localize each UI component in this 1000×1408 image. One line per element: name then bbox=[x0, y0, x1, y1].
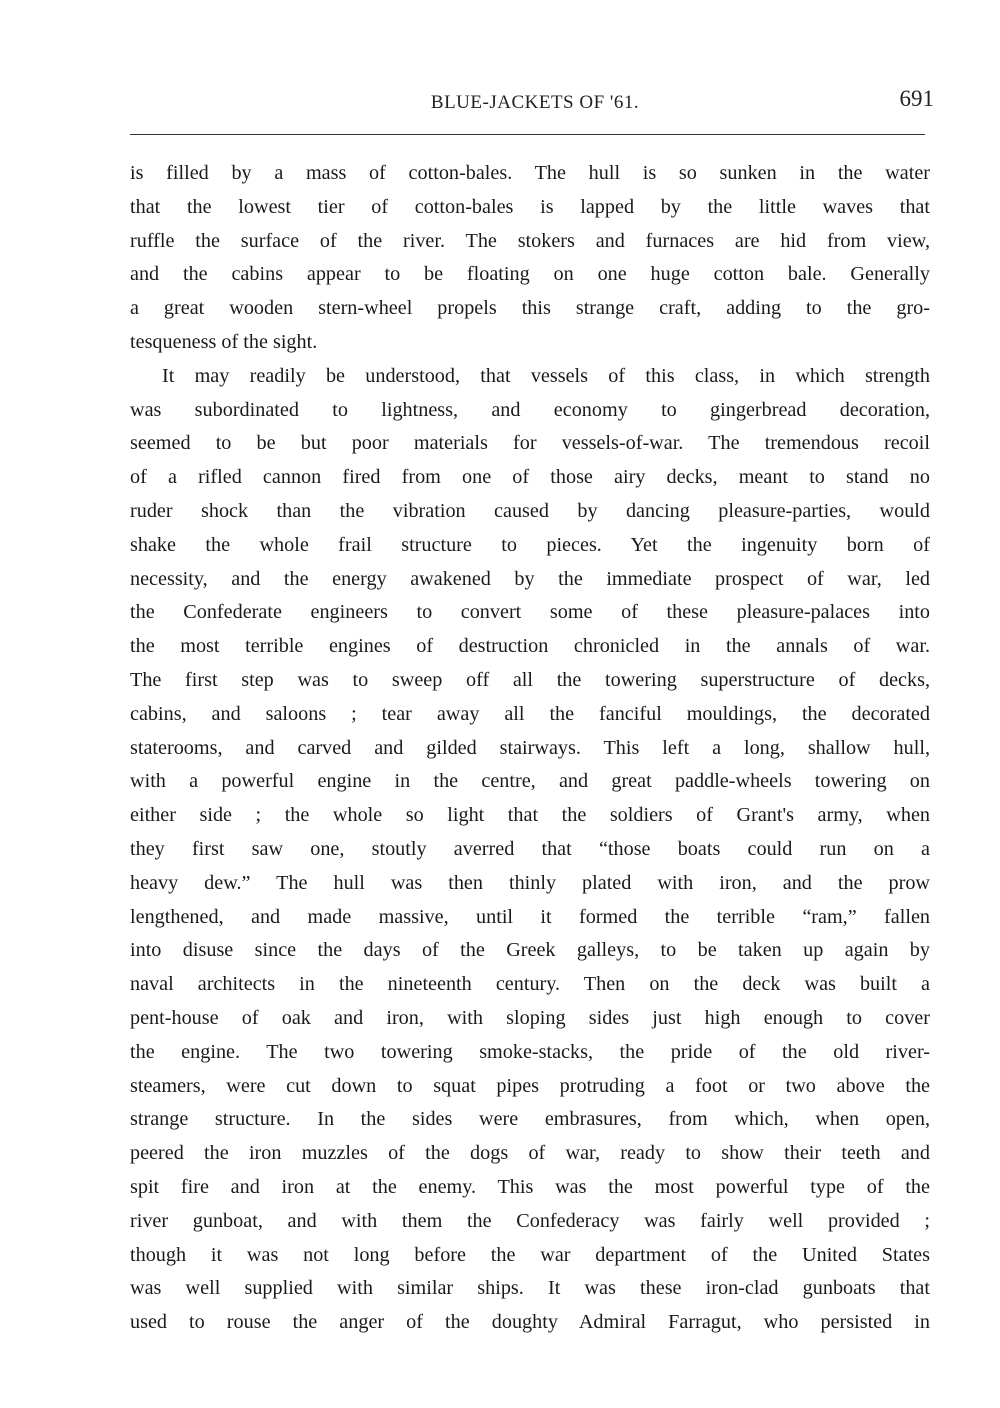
text-line: with a powerful engine in the centre, and great paddle-wheels towering on bbox=[130, 770, 930, 793]
text-line: seemed to be but poor materials for vessels-of-war. The tremendous recoil bbox=[130, 432, 930, 455]
text-line: a great wooden stern-wheel propels this strange craft, adding to the gro- bbox=[130, 297, 930, 320]
text-line: staterooms, and carved and gilded stairways. This left a long, shallow hull, bbox=[130, 736, 930, 759]
running-head bbox=[130, 86, 934, 122]
text-line: cabins, and saloons ; tear away all the fanciful mouldings, the decorated bbox=[130, 702, 930, 725]
text-line: lengthened, and made massive, until it formed the terrible “ram,” fallen bbox=[130, 905, 930, 928]
body-text bbox=[130, 157, 930, 1340]
text-line: naval architects in the nineteenth century. Then on the deck was built a bbox=[130, 973, 930, 996]
text-line: either side ; the whole so light that the soldiers of Grant's army, when bbox=[130, 804, 930, 827]
text-line: and the cabins appear to be floating on one huge cotton bale. Generally bbox=[130, 263, 930, 286]
text-line: pent-house of oak and iron, with sloping sides just high enough to cover bbox=[130, 1006, 930, 1029]
page-number: 691 bbox=[899, 86, 934, 111]
text-line: the most terrible engines of destruction chronicled in the annals of war. bbox=[130, 635, 930, 658]
text-line: river gunboat, and with them the Confederacy was fairly well provided ; bbox=[130, 1209, 930, 1232]
text-line: spit fire and iron at the enemy. This was the most powerful type of the bbox=[130, 1175, 930, 1198]
text-line: is filled by a mass of cotton-bales. The hull is so sunken in the water bbox=[130, 162, 930, 184]
text-line: The first step was to sweep off all the towering superstructure of decks, bbox=[130, 668, 930, 691]
text-line: tesqueness of the sight. bbox=[130, 330, 318, 353]
text-line: into disuse since the days of the Greek galleys, to be taken up again by bbox=[130, 939, 930, 962]
text-line: was well supplied with similar ships. It was these iron-clad gunboats that bbox=[130, 1277, 930, 1300]
text-line: necessity, and the energy awakened by the immediate prospect of war, led bbox=[130, 567, 930, 590]
text-line: used to rouse the anger of the doughty Admiral Farragut, who persisted in bbox=[130, 1311, 930, 1334]
text-line: though it was not long before the war department of the United States bbox=[130, 1243, 930, 1266]
text-line: of a rifled cannon fired from one of those airy decks, meant to stand no bbox=[130, 466, 930, 489]
paragraph bbox=[130, 360, 930, 1340]
text-line: that the lowest tier of cotton-bales is lapped by the little waves that bbox=[130, 195, 930, 218]
text-line: shake the whole frail structure to pieces. Yet the ingenuity born of bbox=[130, 533, 930, 556]
text-line: the Confederate engineers to convert some of these pleasure-palaces into bbox=[130, 601, 930, 624]
text-line: they first saw one, stoutly averred that “those boats could run on a bbox=[130, 837, 930, 860]
text-line: the engine. The two towering smoke-stacks, the pride of the old river- bbox=[130, 1040, 930, 1063]
text-line: steamers, were cut down to squat pipes protruding a foot or two above the bbox=[130, 1074, 930, 1097]
text-line: peered the iron muzzles of the dogs of war, ready to show their teeth and bbox=[130, 1142, 930, 1165]
text-line: was subordinated to lightness, and economy to gingerbread decoration, bbox=[130, 398, 930, 421]
header-rule bbox=[130, 134, 925, 135]
text-line: It may readily be understood, that vessels of this class, in which strength bbox=[162, 364, 930, 387]
text-line: heavy dew.” The hull was then thinly plated with iron, and the prow bbox=[130, 871, 930, 894]
text-line: ruder shock than the vibration caused by dancing pleasure-parties, would bbox=[130, 499, 930, 522]
text-line: ruffle the surface of the river. The stokers and furnaces are hid from view, bbox=[130, 229, 930, 252]
paragraph bbox=[130, 157, 930, 360]
running-title: BLUE-JACKETS OF '61. bbox=[430, 92, 640, 113]
text-line: strange structure. In the sides were embrasures, from which, when open, bbox=[130, 1108, 930, 1131]
